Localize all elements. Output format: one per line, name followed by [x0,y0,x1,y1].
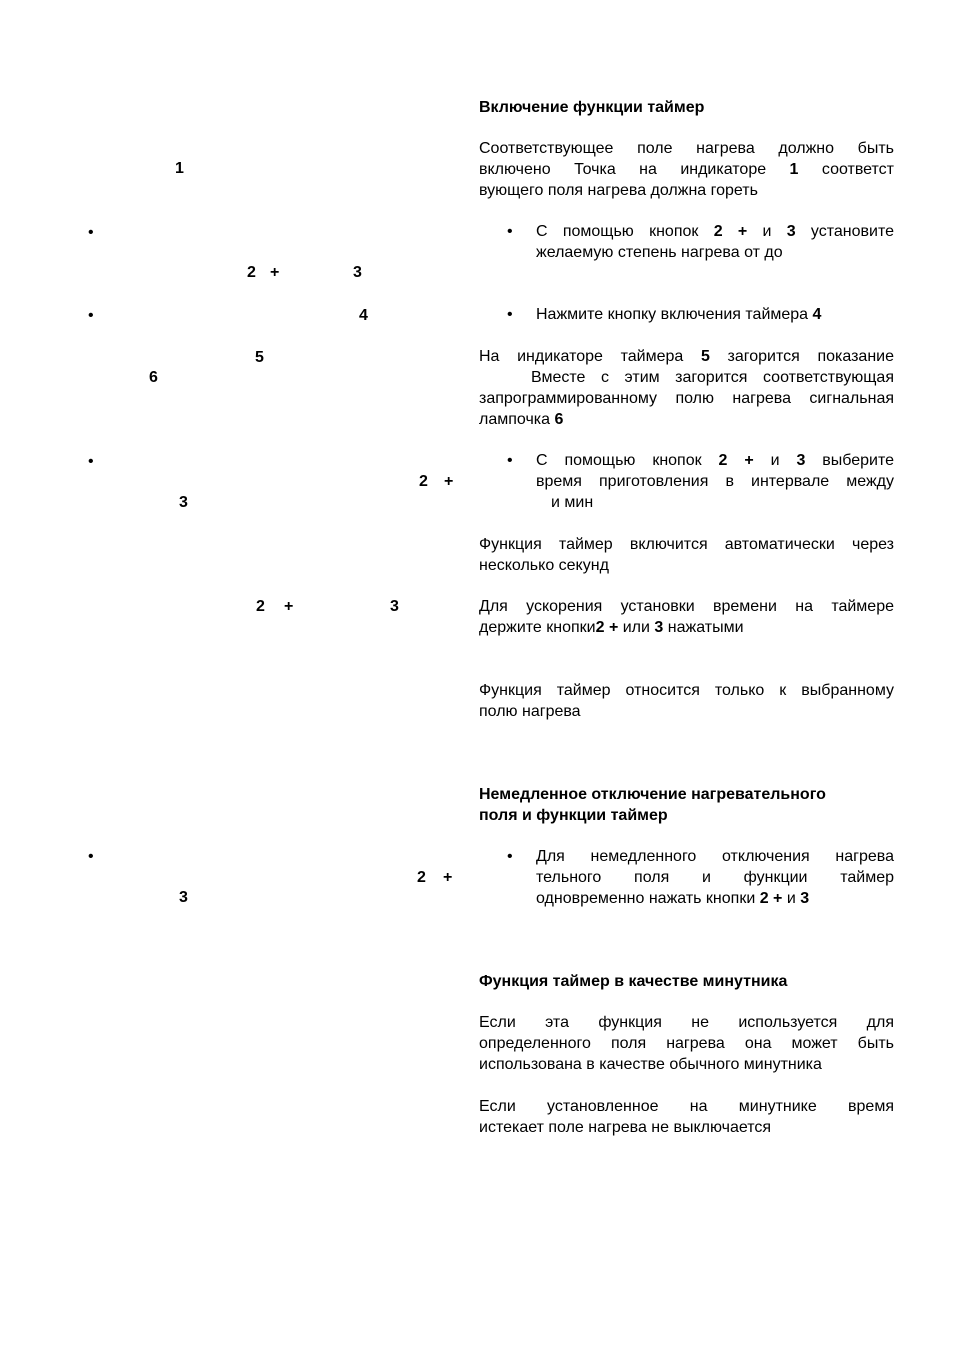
text-line: определенного поля нагрева она может быть [479,1035,894,1052]
text-line: использована в качестве обычного минутника [479,1056,822,1073]
bullet: • [507,848,513,865]
heading-line: Немедленное отключение нагревательного [479,786,826,803]
left-plus: + [270,264,280,281]
bullet: • [507,452,513,469]
text-line: Функция таймер относится только к выбранному [479,682,894,699]
list-item-set-power [536,221,894,263]
left-marker-6: 6 [149,369,158,386]
paragraph-precondition [479,138,894,201]
text-line: С помощью кнопок 2 + и 3 выберите [536,452,895,469]
paragraph-auto-start [479,534,894,576]
text-line: Для немедленного отключения нагрева [536,848,894,865]
left-marker-3: 3 [390,598,399,615]
paragraph-indicator [479,346,894,430]
list-item-immediate-off [536,846,894,909]
text-line: На индикаторе таймера 5 загорится показание [479,348,894,365]
left-plus: + [444,473,454,490]
heading-immediate-off [479,784,894,826]
text-line: Вместе с этим загорится соответствующая [531,369,894,386]
text-line: включено Точка на индикаторе 1 соответст [479,161,895,178]
left-marker-1: 1 [175,160,184,177]
heading-line: поля и функции таймер [479,807,668,824]
text-line: держите кнопки2 + или 3 нажатыми [479,619,744,636]
left-plus: + [284,598,294,615]
left-bullet-3: • [88,453,94,470]
text-line: и мин [551,494,594,511]
text-line: Функция таймер включится автоматически через [479,536,894,553]
text-line: запрограммированному полю нагрева сигнальная [479,390,894,407]
text-line: Для ускорения установки времени на таймере [479,598,894,615]
left-bullet-1: • [88,224,94,241]
left-marker-2: 2 [247,264,256,281]
bullet: • [507,306,513,323]
left-marker-5: 5 [255,349,264,366]
paragraph-time-expired [479,1096,894,1138]
text-line: тельного поля и функции таймер [536,869,894,886]
text-line: истекает поле нагрева не выключается [479,1119,772,1136]
left-bullet-4: • [88,848,94,865]
text-line: Нажмите кнопку включения таймера 4 [536,306,822,323]
text-line: полю нагрева [479,703,581,720]
text-line: желаемую степень нагрева от до [536,244,783,261]
list-item-press-timer [536,304,894,325]
text-line: Если установленное на минутнике время [479,1098,894,1115]
left-bullet-2: • [88,307,94,324]
text-line: Соответствующее поле нагрева должно быть [479,140,894,157]
text-line: Если эта функция не используется для [479,1014,894,1031]
heading-minute-timer: Функция таймер в качестве минутника [479,973,788,990]
paragraph-speed-up [479,596,894,638]
left-marker-4: 4 [359,307,368,324]
paragraph-minute-timer [479,1012,894,1075]
text-line: С помощью кнопок 2 + и 3 установите [536,223,895,240]
heading-timer-on: Включение функции таймер [479,99,705,116]
left-marker-3: 3 [353,264,362,281]
text-line: несколько секунд [479,557,609,574]
list-item-choose-time [536,450,894,513]
paragraph-selected-field [479,680,894,722]
left-marker-3: 3 [179,494,188,511]
text-line: лампочка 6 [479,411,564,428]
bullet: • [507,223,513,240]
left-plus: + [443,869,453,886]
left-marker-2: 2 [256,598,265,615]
text-line: вующего поля нагрева должна гореть [479,182,758,199]
text-line: время приготовления в интервале между [536,473,894,490]
left-marker-3: 3 [179,889,188,906]
text-line: одновременно нажать кнопки 2 + и 3 [536,890,810,907]
left-marker-2: 2 [419,473,428,490]
left-marker-2: 2 [417,869,426,886]
